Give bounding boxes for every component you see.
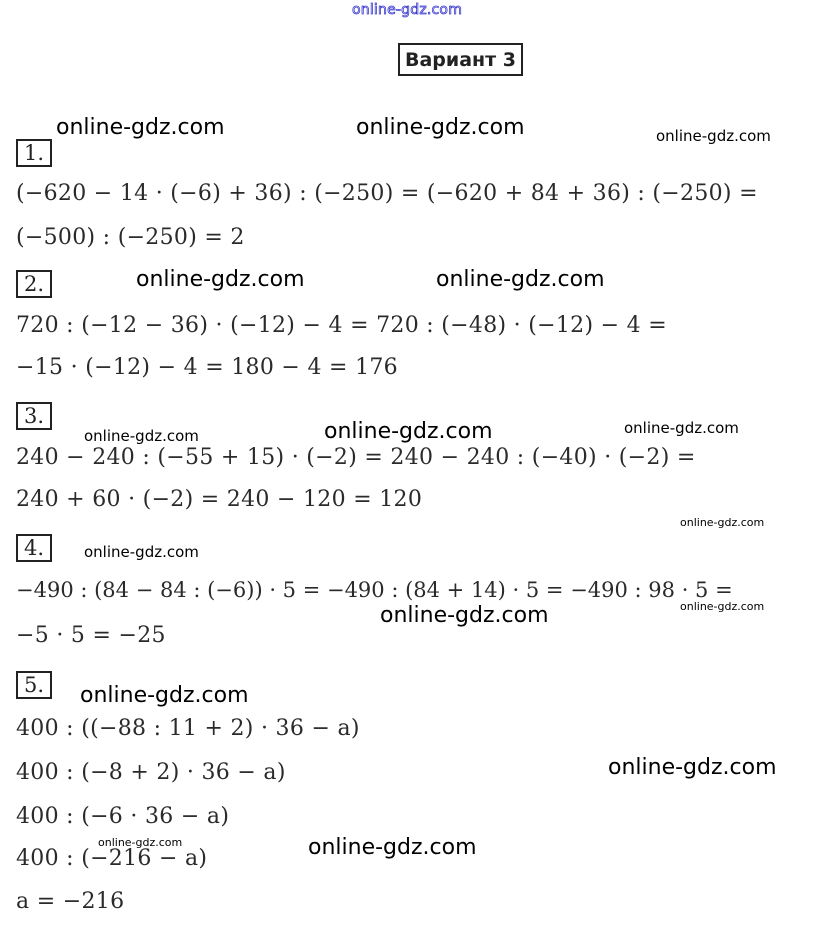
- task-5-line-4: 400 : (−216 − a): [16, 846, 208, 871]
- task-3-line-1: 240 − 240 : (−55 + 15) · (−2) = 240 − 240 : (−40) · (−2) =: [16, 445, 696, 470]
- task-1-number: 1.: [16, 139, 52, 167]
- task-4-number: 4.: [16, 534, 52, 562]
- task-5-line-5: a = −216: [16, 889, 125, 914]
- task-1-line-1: (−620 − 14 · (−6) + 36) : (−250) = (−620 + 84 + 36) : (−250) =: [16, 181, 758, 206]
- task-2-line-2: −15 · (−12) − 4 = 180 − 4 = 176: [16, 355, 398, 380]
- watermark: online-gdz.com: [608, 755, 777, 780]
- watermark: online-gdz.com: [80, 683, 249, 708]
- task-5-line-3: 400 : (−6 · 36 − a): [16, 804, 230, 829]
- task-5-line-1: 400 : ((−88 : 11 + 2) · 36 − a): [16, 716, 360, 741]
- task-1-line-2: (−500) : (−250) = 2: [16, 225, 245, 250]
- watermark: online-gdz.com: [356, 115, 525, 140]
- watermark: online-gdz.com: [436, 267, 605, 292]
- task-4-line-2: −5 · 5 = −25: [16, 623, 166, 648]
- watermark: online-gdz.com: [84, 427, 199, 445]
- site-watermark-top: online-gdz.com: [352, 2, 463, 18]
- watermark: online-gdz.com: [624, 419, 739, 437]
- watermark: online-gdz.com: [136, 267, 305, 292]
- task-4-line-1: −490 : (84 − 84 : (−6)) · 5 = −490 : (84 + 14) · 5 = −490 : 98 · 5 =: [16, 578, 733, 602]
- watermark: online-gdz.com: [98, 836, 183, 849]
- watermark: online-gdz.com: [308, 835, 477, 860]
- task-2-line-1: 720 : (−12 − 36) · (−12) − 4 = 720 : (−48) · (−12) − 4 =: [16, 313, 668, 338]
- task-5-line-2: 400 : (−8 + 2) · 36 − a): [16, 760, 286, 785]
- task-3-number: 3.: [16, 402, 52, 430]
- variant-title: Вариант 3: [398, 43, 523, 76]
- watermark: online-gdz.com: [84, 543, 199, 561]
- watermark: online-gdz.com: [656, 127, 771, 145]
- watermark: online-gdz.com: [324, 419, 493, 444]
- watermark: online-gdz.com: [56, 115, 225, 140]
- watermark: online-gdz.com: [680, 600, 765, 613]
- task-3-line-2: 240 + 60 · (−2) = 240 − 120 = 120: [16, 487, 423, 512]
- task-5-number: 5.: [16, 671, 52, 699]
- watermark: online-gdz.com: [380, 603, 549, 628]
- watermark: online-gdz.com: [680, 516, 765, 529]
- task-2-number: 2.: [16, 270, 52, 298]
